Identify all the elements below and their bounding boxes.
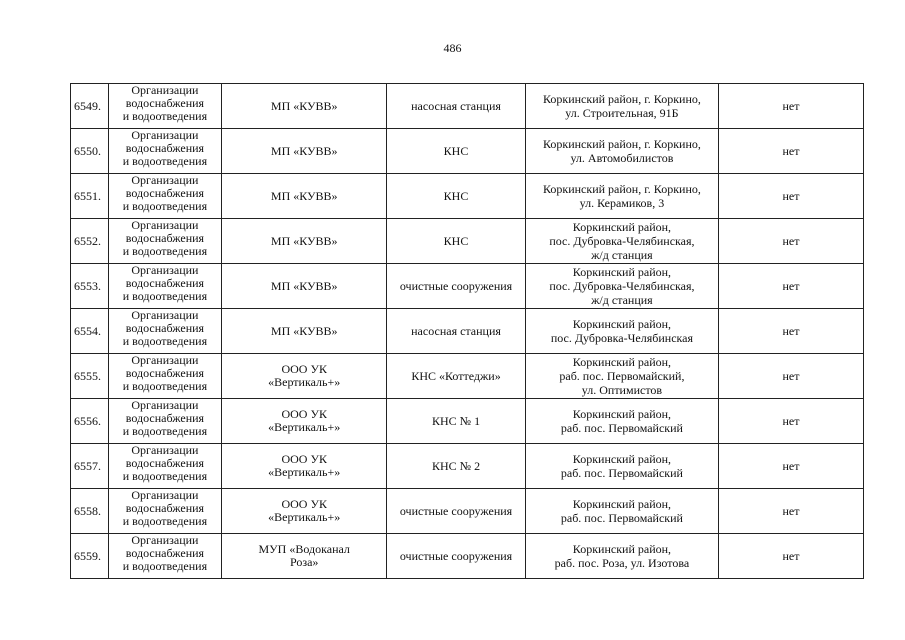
organization-type-line: водоснабжения [125,96,205,110]
table-row [71,129,864,174]
table-row [71,534,864,579]
address-line: Коркинский район, [572,407,672,421]
owner-line: ООО УК [281,452,327,466]
owner-cell [222,399,387,444]
address-cell [525,489,718,534]
owner-line: МП «КУВВ» [270,188,338,203]
table-row [71,399,864,444]
owner-cell [222,354,387,399]
flag-cell: нет [718,489,863,534]
organization-type-line: водоснабжения [125,411,205,425]
address-line: раб. пос. Первомайский, [559,369,685,383]
organization-type-line: и водоотведения [122,289,208,303]
owner-line: ООО УК [281,497,327,511]
address-line: пос. Дубровка-Челябинская, [549,279,695,293]
address-cell [525,534,718,579]
row-number-cell: 6553. [71,264,109,309]
address-line: Коркинский район, г. Коркино, [542,92,701,106]
object-cell [387,219,526,264]
address-line: ж/д станция [591,293,653,307]
owner-line: «Вертикаль+» [268,420,341,434]
object-line: КНС [443,188,469,203]
object-cell [387,399,526,444]
organization-type-line: Организации [131,83,199,97]
organization-type-cell [108,399,222,444]
address-line: Коркинский район, г. Коркино, [542,182,701,196]
owner-line: ООО УК [281,362,327,376]
owner-line: МП «КУВВ» [270,98,338,113]
address-line: раб. пос. Первомайский [560,466,683,480]
organization-type-line: и водоотведения [122,334,208,348]
table-row [71,444,864,489]
owner-cell [222,534,387,579]
address-line: Коркинский район, [572,220,672,234]
address-cell [525,174,718,219]
flag-cell: нет [718,354,863,399]
flag-cell: нет [718,129,863,174]
address-cell [525,219,718,264]
organization-type-line: водоснабжения [125,456,205,470]
address-line: раб. пос. Первомайский [560,511,683,525]
object-cell [387,174,526,219]
organization-type-cell [108,534,222,579]
owner-line: МП «КУВВ» [270,278,338,293]
object-line: насосная станция [411,98,501,113]
object-cell [387,84,526,129]
organization-type-line: водоснабжения [125,366,205,380]
organization-type-line: Организации [131,173,199,187]
object-line: очистные сооружения [399,548,513,563]
object-cell [387,489,526,534]
table-row [71,264,864,309]
address-cell [525,309,718,354]
flag-cell: нет [718,534,863,579]
object-cell [387,129,526,174]
object-cell [387,444,526,489]
table-row [71,309,864,354]
address-line: ул. Строительная, 91Б [565,106,679,120]
organization-type-line: водоснабжения [125,501,205,515]
object-cell [387,354,526,399]
object-line: КНС [443,143,469,158]
object-line: насосная станция [411,323,501,338]
address-line: Коркинский район, [572,452,672,466]
owner-cell [222,264,387,309]
address-line: ул. Керамиков, 3 [579,196,665,210]
address-line: Коркинский район, [572,265,672,279]
organization-type-line: Организации [131,128,199,142]
address-line: пос. Дубровка-Челябинская, [549,234,695,248]
table-row [71,84,864,129]
address-line: пос. Дубровка-Челябинская [550,331,694,345]
row-number-cell: 6551. [71,174,109,219]
organization-type-line: водоснабжения [125,231,205,245]
flag-cell: нет [718,84,863,129]
organization-type-line: Организации [131,533,199,547]
flag-cell: нет [718,399,863,444]
registry-table [70,83,864,579]
owner-cell [222,219,387,264]
address-line: раб. пос. Первомайский [560,421,683,435]
address-line: ул. Оптимистов [581,383,663,397]
row-number-cell: 6554. [71,309,109,354]
organization-type-line: и водоотведения [122,379,208,393]
row-number-cell: 6550. [71,129,109,174]
flag-cell: нет [718,219,863,264]
object-line: КНС [443,233,469,248]
organization-type-line: водоснабжения [125,141,205,155]
organization-type-line: Организации [131,218,199,232]
address-line: Коркинский район, [572,497,672,511]
address-line: Коркинский район, [572,542,672,556]
owner-cell [222,129,387,174]
address-cell [525,399,718,444]
table-row [71,174,864,219]
flag-cell: нет [718,309,863,354]
object-line: КНС № 2 [431,458,481,473]
owner-cell [222,174,387,219]
owner-cell [222,84,387,129]
organization-type-cell [108,489,222,534]
row-number-cell: 6556. [71,399,109,444]
table-row [71,489,864,534]
row-number-cell: 6552. [71,219,109,264]
table-row [71,219,864,264]
object-line: КНС «Коттеджи» [411,368,501,383]
organization-type-cell [108,84,222,129]
flag-cell: нет [718,174,863,219]
address-line: Коркинский район, [572,355,672,369]
organization-type-cell [108,354,222,399]
organization-type-line: Организации [131,263,199,277]
organization-type-cell [108,219,222,264]
owner-line: МП «КУВВ» [270,323,338,338]
owner-cell [222,444,387,489]
organization-type-line: и водоотведения [122,424,208,438]
row-number-cell: 6555. [71,354,109,399]
table-row [71,354,864,399]
organization-type-line: Организации [131,443,199,457]
organization-type-cell [108,444,222,489]
object-cell [387,309,526,354]
row-number-cell: 6558. [71,489,109,534]
organization-type-line: водоснабжения [125,186,205,200]
object-line: очистные сооружения [399,278,513,293]
address-line: Коркинский район, [572,317,672,331]
owner-cell [222,309,387,354]
organization-type-line: водоснабжения [125,321,205,335]
table-body [71,84,864,579]
organization-type-cell [108,174,222,219]
organization-type-line: и водоотведения [122,199,208,213]
address-cell [525,444,718,489]
organization-type-line: и водоотведения [122,244,208,258]
organization-type-line: и водоотведения [122,154,208,168]
object-cell [387,264,526,309]
owner-line: «Вертикаль+» [268,465,341,479]
object-line: КНС № 1 [431,413,481,428]
organization-type-cell [108,264,222,309]
flag-cell: нет [718,444,863,489]
organization-type-line: Организации [131,488,199,502]
address-cell [525,354,718,399]
organization-type-cell [108,129,222,174]
owner-line: «Вертикаль+» [268,510,341,524]
owner-cell [222,489,387,534]
organization-type-line: водоснабжения [125,546,205,560]
organization-type-line: и водоотведения [122,514,208,528]
organization-type-line: и водоотведения [122,559,208,573]
row-number-cell: 6549. [71,84,109,129]
address-cell [525,264,718,309]
organization-type-cell [108,309,222,354]
organization-type-line: водоснабжения [125,276,205,290]
owner-line: МП «КУВВ» [270,143,338,158]
address-cell [525,129,718,174]
address-cell [525,84,718,129]
organization-type-line: Организации [131,353,199,367]
owner-line: ООО УК [281,407,327,421]
object-cell [387,534,526,579]
organization-type-line: Организации [131,398,199,412]
owner-line: «Вертикаль+» [268,375,341,389]
owner-line: МУП «Водоканал [258,542,350,556]
organization-type-line: и водоотведения [122,469,208,483]
page-number: 486 [443,41,462,55]
object-line: очистные сооружения [399,503,513,518]
address-line: Коркинский район, г. Коркино, [542,137,701,151]
address-line: раб. пос. Роза, ул. Изотова [554,556,690,570]
row-number-cell: 6559. [71,534,109,579]
row-number-cell: 6557. [71,444,109,489]
flag-cell: нет [718,264,863,309]
address-line: ж/д станция [591,248,653,262]
owner-line: Роза» [289,555,319,569]
organization-type-line: Организации [131,308,199,322]
address-line: ул. Автомобилистов [570,151,674,165]
owner-line: МП «КУВВ» [270,233,338,248]
organization-type-line: и водоотведения [122,109,208,123]
